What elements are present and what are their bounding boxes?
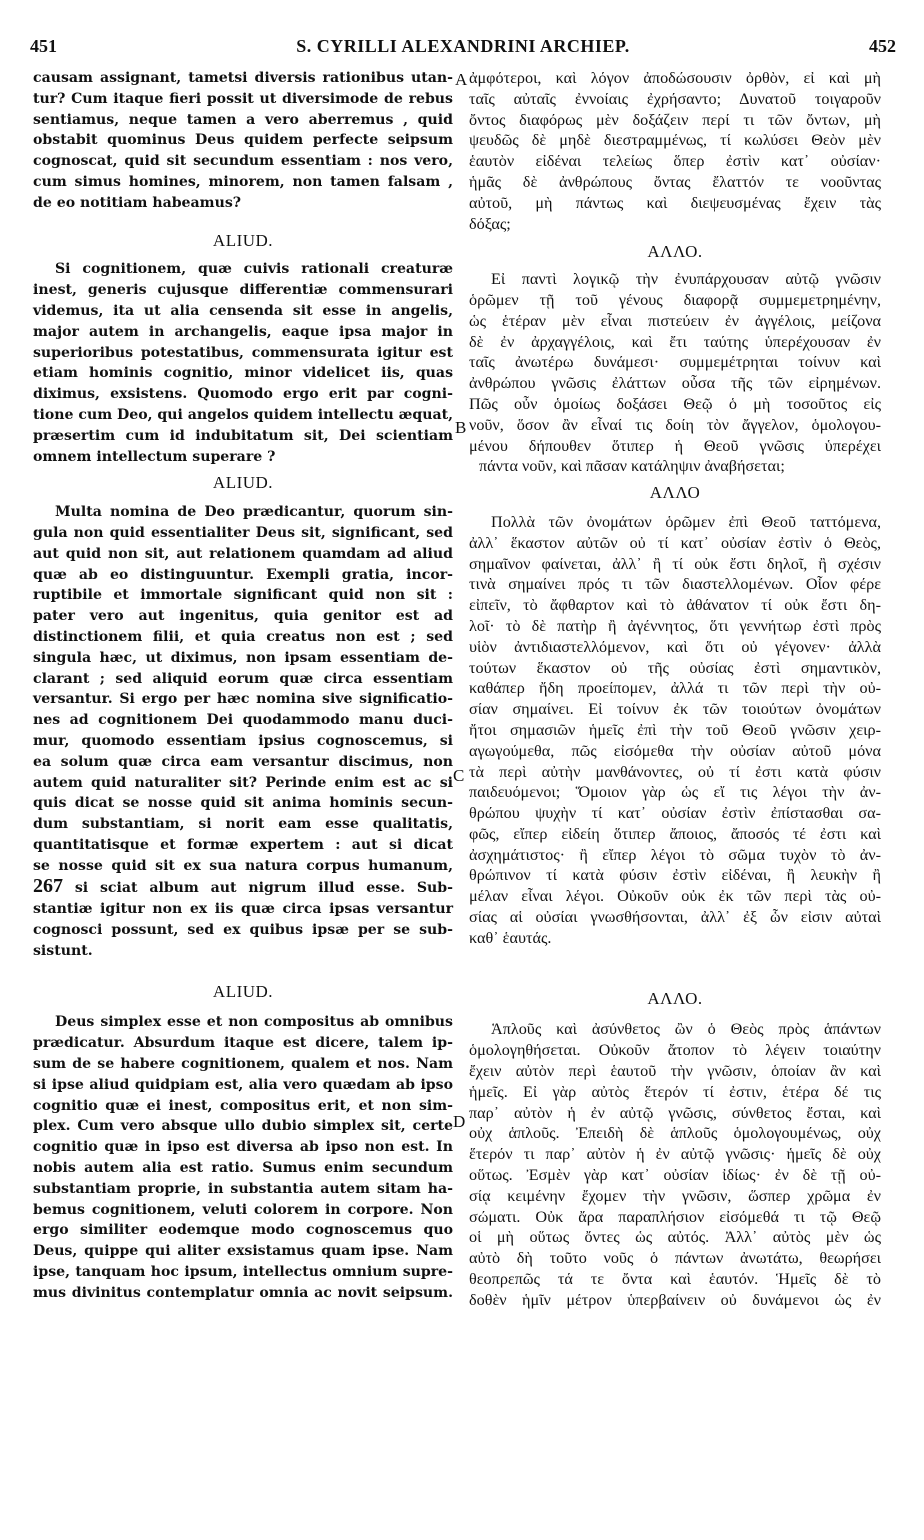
text-line: ἡμᾶς δὲ ἀνθρώπους ὄντας ἔλαττόν τε νοοῦντας — [469, 172, 881, 191]
text-line: Si cognitionem, quæ cuivis rationali creaturæ — [55, 261, 453, 278]
text-line: ipse, tanquam hoc ipsum, intellectus omnium supre- — [33, 1264, 453, 1281]
page-number-left: 451 — [30, 36, 57, 56]
latin-paragraph-2 — [33, 259, 453, 467]
text-line: omnem intellectum superare ? — [33, 448, 276, 465]
page-header — [30, 36, 896, 60]
section-heading: ALIUD. — [212, 230, 274, 250]
latin-paragraph-1 — [33, 68, 453, 214]
text-line: videmus, ita ut alia censenda sit esse in angelis, — [33, 302, 453, 319]
page-number-right: 452 — [869, 36, 896, 56]
text-line: autem quid naturaliter sit? Perinde enim est ac si — [33, 774, 453, 791]
text-line: δόξας; — [469, 214, 511, 233]
text-line: plex. Cum vero absque ullo dubio simplex sit, certe — [33, 1118, 453, 1135]
text-line: τὰ περὶ αὐτὴν μανθάνοντες, οὐ τί ἐστι κατὰ φύσιν — [469, 762, 881, 781]
text-line: τούτων ἕκαστον οὐ τῆς οὐσίας ἐστὶ σημαντικὸν, — [469, 658, 881, 677]
text-line: ἀλλ᾿ ἕκαστον αὐτῶν οὐ τί κατ᾿ οὐσίαν ἐστὶν ὁ Θεὸς, — [469, 533, 881, 552]
text-line: quæ ab eo distinguuntur. Exempli gratia, incor- — [33, 566, 453, 583]
section-heading: ΑΛΛΟ — [649, 483, 701, 503]
text-line: ἤτοι σημασιῶν ἡμεῖς ἐπὶ τὴν τοῦ Θεοῦ γνῶσιν χειρ- — [469, 720, 881, 739]
text-line: ergo similiter eodemque modo cognoscemus quo — [33, 1222, 453, 1239]
text-line: cognitio quæ ei inest, compositus erit, et non sim- — [33, 1097, 453, 1114]
running-title: S. CYRILLI ALEXANDRINI ARCHIEP. — [296, 36, 630, 56]
text-line: nobis autem alia est ratio. Sumus enim secundum — [33, 1160, 453, 1177]
text-line: clarant ; sed aliquid eorum quæ circa essentiam — [33, 670, 453, 687]
text-line: σίᾳ κειμένην ἔχομεν τὴν γνῶσιν, ὥσπερ χρῶμα ἐν — [469, 1186, 881, 1205]
text-line: αὐτοῦ, μὴ πάντως καὶ διεψευσμένας ἔχειν τὰς — [469, 193, 881, 212]
text-line: sentiamus, neque tamen a vero aberremus , quid — [33, 111, 453, 128]
text-line: prædicatur. Absurdum itaque est dicere, talem ip- — [33, 1035, 453, 1052]
text-line: τινὰ σημαίνει πρός τι τῶν διαστελλομένων. Οἷον φέρε — [469, 575, 881, 594]
text-line: bemus cognitionem, veluti colorem in corpore. Non — [33, 1201, 453, 1218]
text-line: major autem in archangelis, eaque ipsa major in — [33, 323, 453, 340]
latin-paragraph-4 — [33, 1012, 453, 1303]
text-line: cognoscat, quid sit secundum essentiam : nos vero, — [33, 153, 453, 170]
greek-paragraph-4 — [469, 1019, 881, 1310]
text-line-fragment: si sciat album aut nigrum illud esse. Sub- — [63, 880, 453, 897]
text-line: οἱ μὴ οὕτως ὄντες ὡς αὐτός. Ἀλλ᾿ αὐτὸς μὲν ὡς — [469, 1228, 881, 1247]
text-line: quantitatisque et formæ expertem : aut si dicat — [33, 836, 453, 853]
text-line: ταῖς αὐταῖς ἐννοίαις ἐχρήσαντο; Δυνατοῦ τοιγαροῦν — [469, 89, 881, 108]
text-line: υἱὸν ἀντιδιαστελλόμενον, καὶ ὅτι οὐ γέγονεν· ἀλλὰ — [469, 637, 881, 656]
text-line: etiam hominis cognitio, minor videlicet iis, quas — [33, 365, 453, 382]
text-line: θρώπου ψυχὴν τί κατ᾿ οὐσίαν ἐστὶν ἐπίστασθαι σα- — [469, 804, 881, 823]
text-line: Πῶς οὖν ὁμοίως δοξάσει Θεῷ ὁ μὴ τοσοῦτος εἰς — [469, 394, 881, 413]
text-line: παρ᾿ αὐτὸν ἡ ἐν αὐτῷ γνῶσις, σύνθετος ἔσται, καὶ — [469, 1103, 881, 1122]
section-heading: ΑΛΛΟ. — [647, 988, 703, 1008]
greek-column — [469, 68, 881, 1311]
greek-paragraph-1 — [469, 68, 881, 234]
text-line: Deus simplex esse et non compositus ab omnibus — [55, 1014, 453, 1031]
text-line: distinctionem filii, et quia creatus non est ; sed — [33, 628, 453, 645]
text-line: ἀσχημάτιστος· ἢ εἴπερ λέγοι τὸ σῶμα τυχὸν τὸ ἀν- — [469, 845, 881, 864]
text-line: inest, generis cujusque differentiæ commensurari — [33, 282, 453, 299]
text-line: ὁμολογηθήσεται. Οὐκοῦν ἄτοπον τὸ λέγειν τοιαύτην — [469, 1041, 881, 1060]
section-marker-a: A — [455, 70, 468, 89]
greek-paragraph-3 — [469, 512, 881, 949]
text-line: θεοπρεπῶς τά τε ὄντα καὶ ἑαυτόν. Ἡμεῖς δὲ τὸ — [469, 1270, 881, 1289]
section-marker-d: D — [453, 1112, 466, 1131]
text-line: μέλαν εἶναι λέγοι. Οὐκοῦν οὐκ ἐκ τῶν περὶ τὰς οὐ- — [469, 887, 881, 906]
text-line: de eo notitiam habeamus? — [33, 194, 242, 211]
text-line: ψευδῶς δὲ μηδὲ διεστραμμένως, τί κωλύσει Θεὸν μὲν — [469, 131, 881, 150]
text-line: cum simus homines, minorem, non tamen falsam , — [33, 173, 453, 190]
text-line: Εἰ παντὶ λογικῷ τὴν ἐνυπάρχουσαν αὐτῷ γνῶσιν — [491, 270, 881, 289]
text-line: αὐτὸ δὴ τοῦτο νοῦς ὁ πάντων ἀνωτάτω, θεωρήσει — [469, 1249, 881, 1268]
latin-paragraph-3 — [33, 502, 453, 962]
text-line: αγωγούμεθα, πῶς εἰσόμεθα τὴν οὐσίαν αὐτοῦ μόνα — [469, 741, 881, 760]
section-marker-c: C — [453, 766, 465, 785]
text-line: σίας αἱ οὐσίαι γνωσθήσονται, ἀλλ᾿ ἐξ ὧν εἰσιν αὐταὶ — [469, 908, 881, 927]
text-line: nes ad cognitionem Dei quodammodo manu duci- — [33, 712, 453, 729]
text-line: ὡς ἑτέραν μὲν εἶναι πιστεύειν ἐν ἀγγέλοις, μείζονα — [469, 311, 881, 330]
text-line: ἀνθρώπου γνῶσις ἐλάττων οὖσα τῆς τῶν εἰρημένων. — [469, 374, 881, 393]
text-line: mur, quomodo essentiam ipsius cognoscemus, si — [33, 732, 453, 749]
text-line: σώματι. Οὐκ ἄρα παραπλήσιον εἰσόμεθά τι τῷ Θεῷ — [469, 1207, 881, 1226]
text-line: ἕτερόν τι παρ᾿ αὐτὸν ἡ ἐν αὐτῷ γνῶσις· ἡμεῖς δὲ οὐχ — [469, 1145, 881, 1164]
text-line: Ἁπλοῦς καὶ ἀσύνθετος ὢν ὁ Θεὸς πρὸς ἁπάντων — [491, 1020, 881, 1039]
text-line: cognitio quæ in ipso est diversa ab ipso non est. In — [33, 1139, 453, 1156]
text-line: ἔχειν αὐτὸν περὶ ἑαυτοῦ τὴν γνῶσιν, ὁποίαν ἂν καὶ — [469, 1062, 881, 1081]
text-line: μένου δήπουθεν ὅτιπερ ἡ Θεοῦ γνῶσις ὑπερέχει — [469, 436, 881, 455]
text-line: σίαν σημαίνει. Εἰ τοίνυν ἐκ τῶν τοιούτων ὀνομάτων — [469, 700, 881, 719]
text-line: superioribus potestatibus, commensurata igitur est — [33, 344, 453, 361]
text-line: ἀμφότεροι, καὶ λόγον ἀποδώσουσιν ὀρθὸν, εἰ καὶ μὴ — [469, 69, 881, 87]
section-heading: ALIUD. — [212, 981, 274, 1001]
text-line: ἑαυτὸν εἰδέναι τελείως ὅπερ ἐστὶν κατ᾿ οὐσίαν· — [469, 152, 881, 171]
latin-column — [33, 68, 453, 1304]
text-line: ea solum quæ circa eam versantur discimus, non — [33, 753, 453, 770]
text-line: φῶς, εἴπερ εἰδείη ὅτιπερ ἄποιος, ἄποσός τέ ἐστι καὶ — [469, 824, 881, 843]
text-line: substantiam proprie, in substantia autem sitam ha- — [33, 1180, 453, 1197]
text-line: dum substantiam, si norit eam esse qualitatis, — [33, 816, 453, 833]
text-line: tur? Cum itaque fieri possit ut diversimode de rebus — [33, 90, 453, 107]
text-line: οὕτως. Ἐσμὲν γὰρ κατ᾿ οὐσίαν ἰδίως· ἐν δὲ τῇ οὐ- — [469, 1166, 881, 1185]
text-line: mus divinitus contemplatur omnia ac novit seipsum. — [33, 1284, 453, 1301]
text-line: pater vero aut ingenitus, quia genitor est ad — [33, 608, 453, 625]
text-line: Πολλὰ τῶν ὀνομάτων ὁρῶμεν ἐπὶ Θεοῦ ταττόμενα, — [491, 512, 881, 531]
greek-paragraph-2 — [469, 269, 881, 477]
text-line: aut quid non sit, aut relationem quamdam ad aliud — [33, 545, 453, 562]
text-line — [33, 876, 453, 899]
text-line: καθ᾿ ἑαυτάς. — [469, 928, 552, 947]
text-line: νοῦν, ὅσον ἂν εἶναί τις δοίη τὸν ἄγγελον, ὁμολογου- — [469, 415, 881, 434]
text-line: λοῖ· τὸ δὲ πατὴρ ἢ ἀγέννητος, ὅτι γεννήτωρ ἐστὶ πρὸς — [469, 616, 881, 635]
text-line: ὁρῶμεν τῇ τοῦ γένους διαφορᾷ συμμεμετρημένην, — [469, 290, 881, 309]
text-line: quis dicat se nosse quid sit anima hominis secun- — [33, 795, 453, 812]
text-line: Multa nomina de Deo prædicantur, quorum sin- — [55, 504, 453, 521]
text-line: καθάπερ ἤδη προείπομεν, ἀλλά τι τῶν περὶ τὴν οὐ- — [469, 679, 881, 698]
text-line: δοθὲν ἡμῖν μέτρον ὑπερβαίνειν οὐ δυνάμενοι ὡς ἐν — [469, 1290, 881, 1309]
section-marker-b: B — [455, 418, 467, 437]
text-line: causam assignant, tametsi diversis rationibus utan- — [33, 70, 453, 86]
text-line: præsertim cum id indubitatum sit, Dei scientiam — [33, 427, 453, 444]
text-line: tione cum Deo, qui angelos quidem intellectu æquat, — [33, 406, 454, 423]
text-line: singula hæc, ut diximus, non ipsam essentiam de- — [33, 649, 453, 666]
text-line: σημαῖνον φαίνεται, ἀλλ᾿ ἢ τί οὐκ ἔστι δηλοῖ, ἢ σχέσιν — [469, 554, 881, 573]
text-line: πάντα νοῦν, καὶ πᾶσαν κατάληψιν ἀναβήσεται; — [479, 457, 785, 476]
text-line: εἰπεῖν, τὸ ἄφθαρτον καὶ τὸ ἀθάνατον τί οὐκ ἔστι δη- — [469, 596, 881, 615]
text-line: δὲ ἐν ἀρχαγγέλοις, καὶ ἔτι ταύτης ὑπερέχουσαν ἐν — [469, 332, 881, 351]
text-line: sum de se habere cognitionem, qualem et nos. Nam — [33, 1056, 453, 1073]
text-line: diximus, exsistens. Quomodo ergo erit par cogni- — [33, 386, 453, 403]
text-line: οὐχ ἁπλοῦς. Ἐπειδὴ δὲ ἁπλοῦς ὁμολογουμένως, οὐχ — [469, 1124, 881, 1143]
text-line: ταῖς ἀνωτέρω δυνάμεσι· συμμεμέτρηται τοίνυν καὶ — [469, 353, 881, 372]
section-heading: ΑΛΛΟ. — [647, 242, 703, 262]
text-line: versantur. Si ergo per hæc nomina sive significatio- — [33, 691, 453, 708]
text-line: θρώπινον τί κατὰ φύσιν ἐστὶν εἰδέναι, ἢ λευκὴν ἢ — [469, 866, 881, 885]
text-line: Deus, quippe qui aliter exsistamus quam ipse. Nam — [33, 1243, 453, 1260]
text-line: ὄντος διαφόρως μὲν δοξάζειν περί τι τῶν ὄντων, μὴ — [469, 110, 881, 129]
text-line: ἡμεῖς. Εἰ γὰρ αὐτὸς ἕτερόν τί ἐστιν, ἑτέρα δέ τις — [469, 1082, 881, 1101]
text-line: sistunt. — [33, 942, 93, 959]
text-line: ruptibile et immortale significant quid non sit : — [33, 587, 453, 604]
text-line: cognosci possunt, sed ex quibus ipsæ per se sub- — [33, 922, 453, 939]
text-line: si ipse aliud quidpiam est, alia vero quædam ab ipso — [33, 1076, 453, 1093]
text-line: stantiæ igitur non ex iis quæ circa ipsas versantur — [33, 901, 453, 918]
text-line: obstabit quominus Deus quidem perfecte seipsum — [33, 132, 453, 149]
margin-number: 267 — [33, 875, 63, 898]
text-line: gula non quid essentialiter Deus sit, significant, sed — [33, 524, 453, 541]
text-line: παιδευόμενοι; Ὅμοιον γὰρ ὡς εἴ τις λέγοι τὴν ἀν- — [469, 783, 881, 802]
text-line: se nosse quid sit ex sua natura corpus humanum, — [33, 857, 453, 874]
section-heading: ALIUD. — [212, 473, 274, 493]
